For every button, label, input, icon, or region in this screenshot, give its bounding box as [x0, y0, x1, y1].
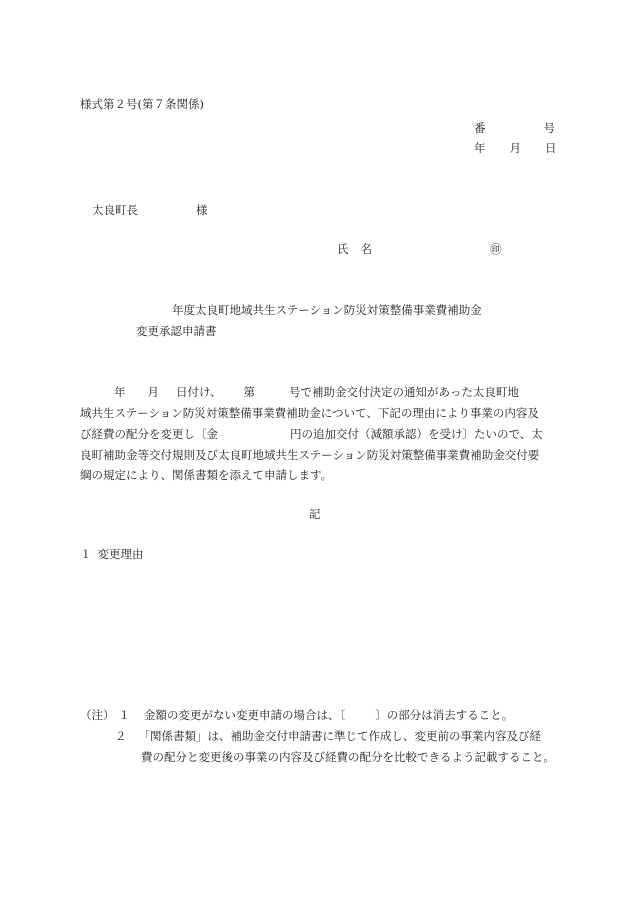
- number-suffix: 号: [543, 121, 555, 135]
- body-line-4: 良町補助金等交付規則及び太良町地域共生ステーション防災対策整備事業費補助金交付要: [80, 448, 540, 462]
- body-line-3: び経費の配分を変更し〔金 円の追加交付（減額承認）を受け〕たいので、太: [80, 427, 543, 441]
- body-line-5: 綱の規定により、関係書類を添えて申請します。: [80, 468, 333, 482]
- form-number: 様式第２号(第７条関係): [80, 97, 204, 111]
- date-month: 月: [509, 141, 521, 155]
- ki-mark: 記: [309, 507, 321, 521]
- note-item-1: （注） １ 金額の変更がない変更申請の場合は、〔 〕の部分は消去すること。: [80, 708, 514, 722]
- number-prefix: 番: [474, 121, 486, 135]
- note-1-number: １: [118, 708, 130, 722]
- note-2-number: ２: [115, 729, 127, 743]
- date-line: [474, 143, 557, 155]
- applicant-label-1: 氏: [337, 242, 349, 256]
- addressee-honorific: 様: [196, 203, 208, 217]
- section-1-heading: [80, 549, 144, 561]
- applicant-name-line: [337, 244, 502, 256]
- seal-mark: ㊞: [490, 242, 502, 256]
- date-year: 年: [474, 141, 486, 155]
- addressee-name: 太良町長: [92, 203, 138, 217]
- date-day: 日: [545, 141, 557, 155]
- addressee: [92, 205, 208, 217]
- body-line-2: 域共生ステーション防災対策整備事業費補助金について、下記の理由により事業の内容及: [80, 406, 539, 420]
- number-line: [474, 123, 555, 135]
- notes-label: （注）: [80, 708, 115, 722]
- body-line-1: 年 月 日付け、 第 号で補助金交付決定の通知があった太良町地: [114, 385, 519, 399]
- note-item-2: ２ 「関係書類」は、補助金交付申請書に準じて作成し、変更前の事業内容及び経: [115, 729, 541, 743]
- applicant-label-2: 名: [360, 242, 372, 256]
- title-line-2: 変更承認申請書: [136, 324, 217, 338]
- title-line-1: 年度太良町地域共生ステーション防災対策整備事業費補助金: [172, 303, 482, 317]
- section-1-number: １: [80, 547, 92, 561]
- section-1-label: 変更理由: [97, 547, 144, 561]
- note-item-2-cont: 費の配分と変更後の事業の内容及び経費の配分を比較できるよう記載すること。: [141, 750, 555, 764]
